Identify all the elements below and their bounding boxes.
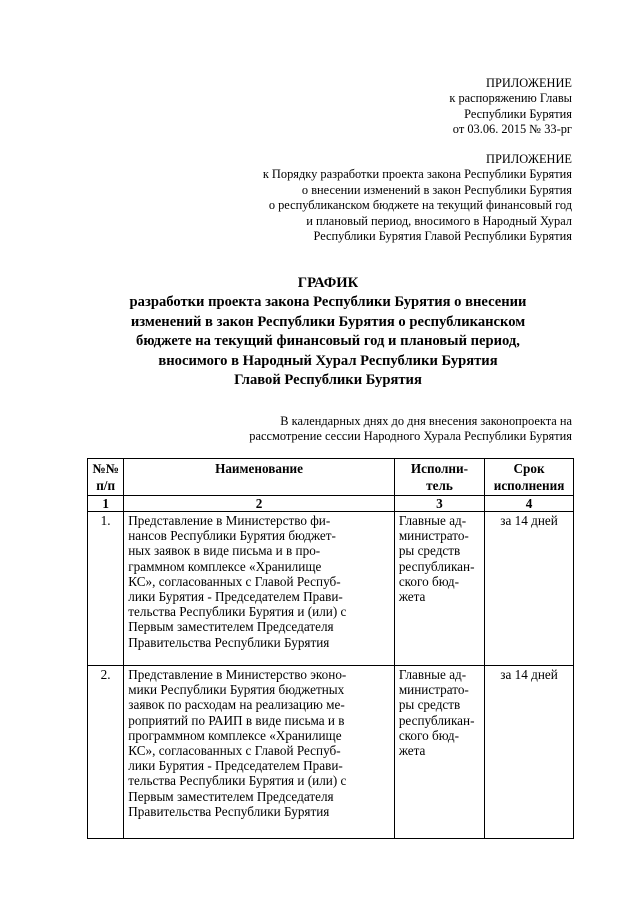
appendix-procedure-header — [263, 152, 572, 244]
header-deadline-line: Срок — [513, 461, 545, 476]
header-executor — [394, 459, 484, 496]
title-line: разработки проекта закона Республики Бурятия о внесении — [129, 294, 527, 311]
row-name-line: лики Бурятия - Председателем Прави- — [128, 758, 343, 774]
appendix-order-line: от 03.06. 2015 № 33-рг — [452, 122, 572, 137]
row-name-line: Первым заместителем Председателя — [128, 788, 334, 804]
row-executor-line: республикан- — [398, 558, 475, 574]
row-executor — [394, 666, 484, 839]
row-executor-line: Главные ад- — [398, 513, 467, 528]
row-name-line: Правительства Республики Бурятия — [128, 634, 330, 650]
title-line: Главой Республики Бурятия — [234, 372, 422, 389]
header-number-line: п/п — [96, 478, 116, 493]
column-number-row — [88, 496, 574, 512]
row-name-line: Представление в Министерство эконо- — [128, 667, 347, 682]
title-line: вносимого в Народный Хурал Республики Бурятия — [158, 352, 498, 369]
row-name-line: Представление в Министерство фи- — [128, 513, 331, 528]
header-executor-line: тель — [426, 478, 453, 493]
row-name-line: программном комплексе «Хранилище — [128, 727, 342, 743]
row-name-line: ных заявок в виде письма и в про- — [128, 543, 321, 559]
appendix-procedure-line: и плановый период, вносимого в Народный Хурал — [306, 213, 572, 228]
row-name-line: мики Республики Бурятия бюджетных — [128, 682, 345, 698]
row-executor — [394, 512, 484, 666]
column-number: 1 — [88, 496, 124, 512]
schedule-table — [87, 458, 574, 839]
appendix-order-header — [449, 76, 572, 138]
header-name — [124, 459, 395, 496]
row-name-line: тельства Республики Бурятия и (или) с — [128, 604, 347, 620]
row-executor-line: жета — [398, 589, 426, 605]
title-line: изменений в закон Республики Бурятия о республиканском — [130, 313, 526, 330]
row-name-line: тельства Республики Бурятия и (или) с — [128, 773, 347, 789]
row-executor-line: ского бюд- — [398, 573, 459, 589]
table-row — [88, 666, 574, 839]
appendix-procedure-line: о республиканском бюджете на текущий финансовый год — [268, 198, 572, 213]
row-name-line: Первым заместителем Председателя — [128, 619, 334, 635]
row-number: 1. — [88, 512, 124, 666]
table-note-line: рассмотрение сессии Народного Хурала Республики Бурятия — [249, 429, 572, 444]
document-title — [96, 274, 560, 390]
row-executor-line: ры средств — [398, 697, 461, 713]
row-executor-line: министрато- — [398, 682, 469, 698]
row-deadline: за 14 дней — [485, 666, 574, 839]
row-executor-line: министрато- — [398, 528, 469, 544]
row-name-line: КС», согласованных с Главой Респуб- — [128, 743, 341, 759]
row-name — [124, 512, 395, 666]
column-number: 4 — [485, 496, 574, 512]
table-note — [249, 414, 572, 445]
table-row — [88, 512, 574, 666]
header-number-line: №№ — [92, 461, 119, 476]
row-executor-line: Главные ад- — [398, 667, 467, 682]
row-name-line: КС», согласованных с Главой Респуб- — [128, 573, 341, 589]
title-line: ГРАФИК — [297, 275, 359, 291]
row-executor-line: ского бюд- — [398, 727, 459, 743]
appendix-order-line: к распоряжению Главы — [449, 91, 572, 106]
row-name-line: заявок по расходам на реализацию ме- — [128, 697, 345, 713]
row-executor-line: жета — [398, 743, 426, 759]
row-name-line: граммном комплексе «Хранилище — [128, 558, 322, 574]
table-note-line: В календарных днях до дня внесения законопроекта на — [280, 414, 572, 428]
header-deadline-line: исполнения — [493, 478, 565, 493]
header-executor-line: Исполни- — [410, 461, 469, 476]
row-name-line: лики Бурятия - Председателем Прави- — [128, 589, 343, 605]
header-deadline — [485, 459, 574, 496]
row-name-line: роприятий по РАИП в виде письма и в — [128, 712, 345, 728]
appendix-procedure-line: к Порядку разработки проекта закона Республики Бурятия — [262, 167, 572, 182]
title-line: бюджете на текущий финансовый год и плановый период, — [136, 333, 520, 350]
appendix-order-line: Республики Бурятия — [464, 106, 572, 121]
row-number: 2. — [88, 666, 124, 839]
appendix-procedure-line: ПРИЛОЖЕНИЕ — [486, 152, 572, 166]
appendix-procedure-line: Республики Бурятия Главой Республики Бурятия — [313, 229, 572, 244]
table-header-row — [88, 459, 574, 496]
row-executor-line: республикан- — [398, 712, 475, 728]
row-name — [124, 666, 395, 839]
column-number: 3 — [394, 496, 484, 512]
header-number — [88, 459, 124, 496]
header-name-line: Наименование — [215, 461, 303, 476]
column-number: 2 — [124, 496, 395, 512]
row-name-line: нансов Республики Бурятия бюджет- — [128, 528, 336, 544]
row-name-line: Правительства Республики Бурятия — [128, 803, 330, 819]
row-executor-line: ры средств — [398, 543, 461, 559]
appendix-procedure-line: о внесении изменений в закон Республики Бурятия — [301, 182, 572, 197]
row-deadline: за 14 дней — [485, 512, 574, 666]
appendix-order-line: ПРИЛОЖЕНИЕ — [486, 76, 572, 90]
